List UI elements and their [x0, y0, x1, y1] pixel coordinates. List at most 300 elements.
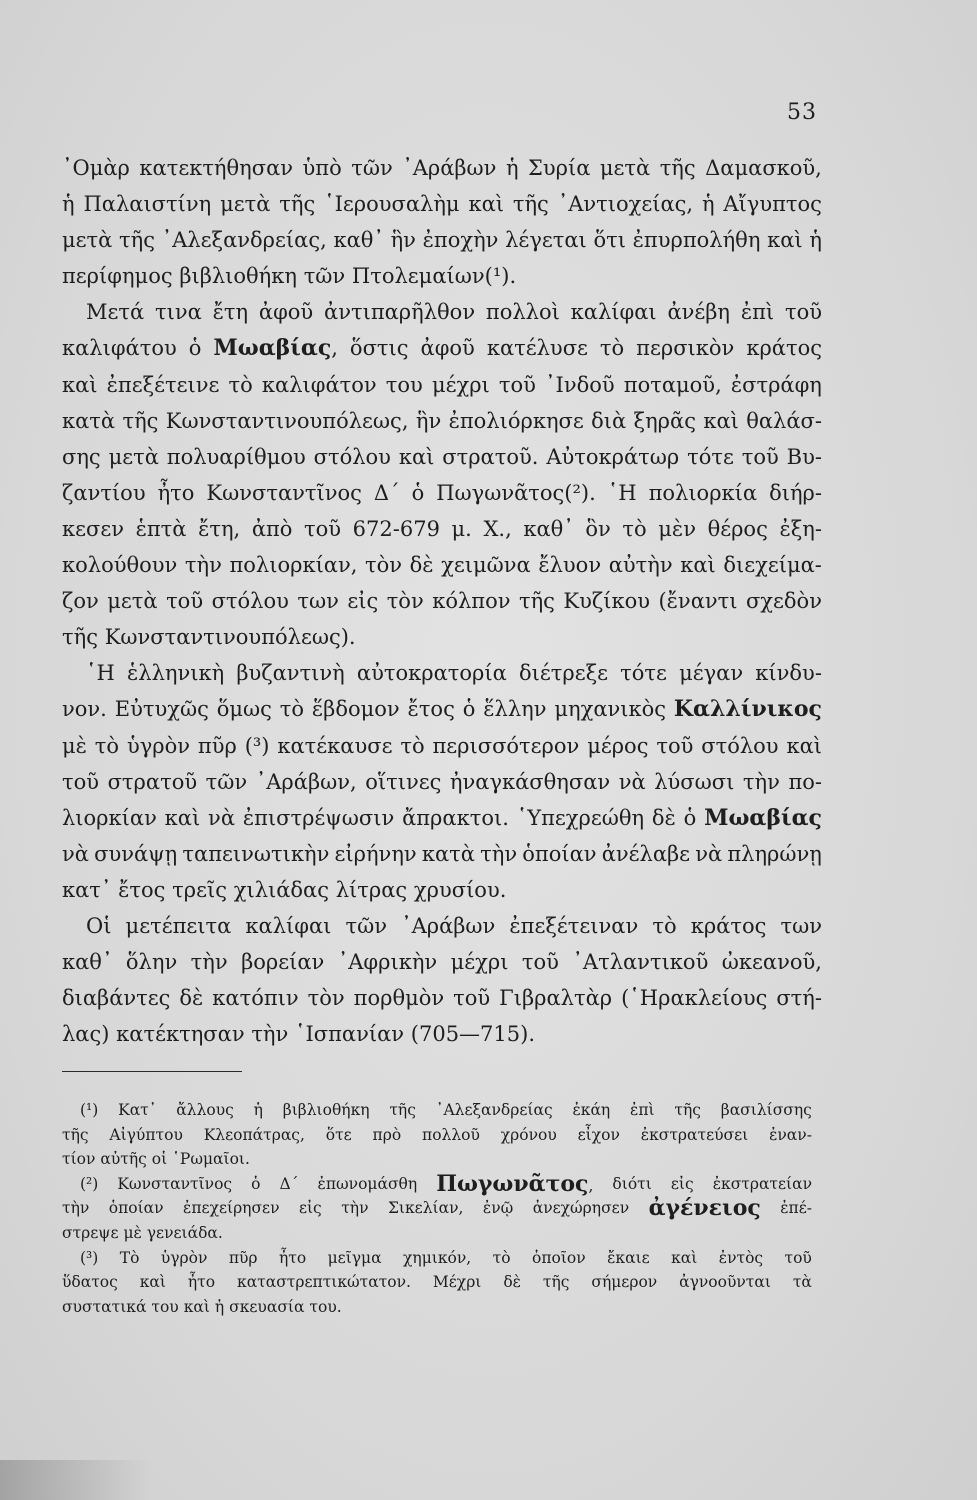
word: ᾽Αλεξανδρείας — [435, 1101, 553, 1119]
word: δὲ — [409, 553, 434, 578]
word: Αἴγυπτος — [723, 192, 822, 217]
word: μέχρι — [450, 950, 509, 975]
word: Παλαιστίνη — [83, 192, 212, 217]
word: τότε — [687, 444, 734, 469]
word: ἡ — [701, 192, 715, 217]
word: Σικελίαν, — [387, 1199, 464, 1218]
word: τὴν — [480, 841, 518, 866]
word: ἣν — [390, 228, 416, 253]
word: τῆς — [659, 156, 696, 180]
word: δὲ — [651, 805, 676, 830]
word: ἄλλους — [176, 1101, 234, 1119]
word — [649, 1196, 761, 1221]
word: ὅτι — [593, 228, 626, 253]
text-line — [62, 691, 822, 727]
word: τοῦ — [166, 589, 204, 614]
word: ἑπτὰ — [135, 516, 187, 541]
word: πολιορκίαν, — [229, 553, 358, 578]
word: ἣν — [415, 408, 442, 433]
word: ἑλληνικὴ — [126, 661, 225, 686]
word: ἔλυον — [538, 553, 602, 578]
word: ἐπωνομάσθη — [317, 1174, 418, 1193]
word: τοῦ — [521, 950, 559, 975]
word: κεσεν — [62, 516, 124, 541]
word: κράτος — [746, 336, 822, 361]
word: ἐνῷ — [482, 1199, 514, 1218]
word: ἐντὸς — [718, 1248, 764, 1267]
word: ὁποίαν — [522, 841, 597, 866]
word: Δαμασκοῦ, — [705, 156, 822, 180]
word: τῆς — [122, 408, 159, 433]
word: καλιφάτου — [62, 336, 177, 361]
word: ἄπρακτοι. — [402, 805, 509, 830]
word: καθ᾽ — [62, 950, 113, 975]
word: πολιορκία — [648, 480, 758, 505]
word: δὲ — [503, 1273, 521, 1292]
word: τὰ — [792, 1273, 812, 1292]
word: γενειάδα. — [146, 1223, 223, 1242]
word: ἡ — [505, 156, 519, 180]
word: μετὰ — [107, 589, 158, 614]
word: ὑπὸ — [302, 156, 342, 180]
word: ἦτο — [278, 1248, 307, 1267]
word: τινα — [155, 300, 202, 325]
word: (²) — [80, 1174, 99, 1193]
word: τοῦ — [453, 986, 491, 1011]
word: περσικὸν — [636, 336, 735, 361]
word: του — [385, 372, 423, 397]
word: ᾽Αράβων, — [255, 769, 357, 794]
word: ἐπέ- — [780, 1199, 812, 1218]
word: διέτρεξε — [518, 661, 609, 686]
page-number: 53 — [787, 100, 817, 125]
word: (705—715). — [410, 1022, 536, 1047]
page-smudge — [0, 1460, 150, 1500]
word: ζαντίου — [62, 480, 146, 505]
word: τῆς — [518, 589, 555, 614]
word: τοῦ — [741, 444, 779, 469]
word: χιλιάδας — [233, 877, 330, 902]
word: ἀντιπαρῆλθον — [324, 300, 476, 325]
word: (῾Ηρακλείους — [621, 986, 768, 1011]
word: ὁποῖον — [531, 1248, 586, 1267]
word: εἶχον — [577, 1125, 620, 1144]
word: λιορκίαν — [62, 805, 157, 830]
word: βιβλιοθήκη — [179, 264, 297, 289]
word: τῆς — [62, 625, 98, 650]
word: νον. — [62, 697, 107, 722]
word: ἔτη, — [198, 516, 241, 541]
word: (³) — [80, 1248, 99, 1267]
word: ἡ — [214, 1297, 225, 1316]
word: τὸ — [228, 372, 253, 397]
text-line — [62, 186, 822, 222]
word: μὲ — [62, 733, 87, 758]
word: χημικόν, — [403, 1248, 472, 1267]
word: τὸ — [599, 336, 625, 361]
text-line — [62, 655, 822, 691]
word: ὁ — [411, 480, 425, 505]
word: καλίφαι — [245, 913, 332, 938]
word: τὸ — [492, 1248, 511, 1267]
word: εἰς — [347, 589, 379, 614]
word: ἐπὶ — [740, 300, 775, 325]
word: συνάψῃ — [94, 841, 178, 866]
word: ἐξη- — [779, 516, 822, 541]
word: μεῖγμα — [327, 1248, 382, 1267]
word: οἱ — [151, 1150, 168, 1169]
word: των — [297, 589, 339, 614]
word: ἀνεχώρησεν — [532, 1199, 630, 1218]
word: πῦρ — [197, 733, 237, 758]
word: λύσωσι — [654, 769, 735, 794]
word: Πτολεμαίων(¹). — [351, 264, 517, 289]
word: ᾽Αλεξανδρείας, — [161, 228, 327, 253]
word: τῆς — [542, 1273, 570, 1292]
word: ᾽Ατλαντικοῦ — [572, 950, 709, 975]
bold-term: Πωγωνᾶτος — [436, 1170, 589, 1197]
word: ἐστράφη — [730, 372, 822, 397]
word: Τὸ — [119, 1248, 140, 1267]
word: ἦτο — [157, 480, 195, 505]
word: ὁ — [683, 805, 697, 830]
word: τὴν — [62, 1199, 90, 1218]
word: ἐπεξέτεινε — [106, 372, 220, 397]
word: σχεδὸν — [745, 589, 822, 614]
word: τοῦ — [304, 516, 342, 541]
text-line — [62, 222, 822, 258]
word: ὁ — [251, 1174, 261, 1193]
word: ἐπεχείρησεν — [183, 1199, 280, 1218]
word: εἰρήνην — [334, 841, 417, 866]
word: μετέπειτα — [125, 913, 232, 938]
word: ἀγνοοῦνται — [679, 1273, 771, 1292]
word: τῆς — [62, 1125, 89, 1144]
word: τοῦ — [784, 1248, 812, 1267]
word: καλίφαι — [570, 300, 657, 325]
text-line — [62, 1016, 822, 1052]
text-line — [62, 475, 822, 511]
word: κατέκαυσε — [277, 733, 393, 758]
word: ἕλλην — [483, 697, 547, 722]
word: ζον — [62, 589, 99, 614]
word: πρὸ — [372, 1125, 402, 1144]
word: καὶ — [139, 1273, 166, 1292]
word: τῆς — [512, 192, 549, 217]
text-line — [62, 258, 822, 294]
word: μὲν — [658, 516, 696, 541]
text-line — [62, 330, 822, 366]
word: Κλεοπάτρας, — [203, 1125, 305, 1144]
word: Εὐτυχῶς — [114, 697, 209, 722]
word: στή- — [776, 986, 822, 1011]
word: τῆς — [674, 1101, 701, 1119]
word: τῶν — [205, 769, 248, 794]
text-line — [62, 367, 822, 403]
word: των — [780, 913, 822, 938]
word: τότε — [620, 661, 667, 686]
word: μέγαν — [679, 661, 744, 686]
word: τοῦ — [784, 300, 822, 325]
word: τὴν — [251, 1022, 289, 1047]
word: ᾽Ινδοῦ — [545, 372, 615, 397]
word: τὸ — [279, 697, 305, 722]
word: μετὰ — [599, 156, 651, 180]
word: τὸ — [622, 516, 647, 541]
word: ἐκστρατείαν — [712, 1174, 812, 1193]
word — [704, 800, 822, 836]
footnote-line — [62, 1147, 812, 1172]
text-line — [62, 764, 822, 800]
word: ἕβδομον — [311, 697, 400, 722]
word: Χ., — [483, 516, 512, 541]
word: θαλάσ- — [746, 408, 822, 433]
word: Μωαβίας, — [213, 335, 338, 362]
word: τοῦ — [62, 769, 100, 794]
word: τοῦ — [498, 372, 536, 397]
word: Πωγωνᾶτος(²). — [436, 480, 596, 505]
word: Γιβραλτὰρ — [499, 986, 613, 1011]
word: στόλου — [701, 733, 779, 758]
text-line — [62, 944, 822, 980]
word: στόλου — [313, 444, 391, 469]
bold-term: ἀγένειος — [648, 1195, 761, 1222]
text-line — [62, 728, 822, 764]
footnotes — [62, 1098, 812, 1319]
word: κατ᾽ — [62, 877, 112, 902]
word: μηχανικὸς — [554, 697, 667, 722]
word: ῾Υπεχρεώθη — [516, 805, 645, 830]
word: ἠναγκάσθησαν — [449, 769, 611, 794]
word: ἦτο — [187, 1273, 216, 1292]
word: ἀφοῦ — [420, 336, 475, 361]
word: ὁ — [188, 336, 202, 361]
word: καταστρεπτικώτατον. — [237, 1273, 411, 1292]
word: ὁποίαν — [108, 1199, 164, 1218]
footnote-line — [62, 1098, 812, 1123]
word: λέγεται — [505, 228, 587, 253]
word: Μέχρι — [432, 1273, 482, 1292]
word: Αὐτοκράτωρ — [546, 444, 680, 469]
word: ὅμως — [216, 697, 272, 722]
word: τίον — [62, 1150, 96, 1169]
word: διεχείμα- — [723, 553, 822, 578]
text-line — [62, 872, 822, 908]
word: ἡ — [253, 1101, 263, 1119]
bold-term: Καλλίνικος — [673, 696, 822, 723]
word: πο- — [788, 769, 822, 794]
word: καὶ — [786, 733, 822, 758]
word: μέρος — [587, 733, 649, 758]
word: κατὰ — [62, 408, 116, 433]
word: ξηρᾶς — [633, 408, 696, 433]
word: καὶ — [468, 192, 504, 217]
word: ᾽Αράβων — [401, 913, 496, 938]
word: τὸ — [400, 733, 425, 758]
word: ὑγρὸν — [126, 733, 191, 758]
word: κόλπον — [432, 589, 511, 614]
word: κράτος — [690, 913, 767, 938]
text-line — [62, 800, 822, 836]
word: ἐναν- — [769, 1125, 812, 1144]
word: δὲ — [179, 986, 204, 1011]
word: (¹) — [80, 1101, 99, 1119]
word: τὸν — [386, 589, 424, 614]
word: θέρος — [707, 516, 768, 541]
word — [674, 691, 822, 727]
text-line — [62, 908, 822, 944]
word: καὶ — [680, 553, 716, 578]
footnote-line — [62, 1270, 812, 1295]
text-line — [62, 511, 822, 547]
word: ᾽Αντιοχείας, — [557, 192, 694, 217]
word: ταπεινωτικὴν — [182, 841, 330, 866]
word: (ἔναντι — [658, 589, 738, 614]
word: κατὰ — [421, 841, 475, 866]
word: καὶ — [183, 1297, 210, 1316]
word: 672-679 — [352, 516, 440, 541]
footnote-line — [62, 1246, 812, 1271]
word: νὰ — [208, 805, 235, 830]
word: ἐπολιόρκησε — [448, 408, 584, 433]
word: μετὰ — [108, 444, 159, 469]
word: σκευασία — [229, 1297, 305, 1316]
word: ὠκεανοῦ, — [721, 950, 822, 975]
word: τῶν — [345, 913, 387, 938]
word: χρυσίου. — [413, 877, 507, 902]
word: κατέκτησαν — [116, 1022, 245, 1047]
word: περισσότερον — [432, 733, 580, 758]
word: διότι — [612, 1174, 652, 1193]
word: Μετά — [86, 300, 145, 325]
body-text — [62, 150, 822, 1052]
word: καθ᾽ — [523, 516, 574, 541]
footnote-line — [62, 1221, 812, 1246]
word: τῶν — [303, 264, 346, 289]
word: ῾Ισπανίαν — [295, 1022, 405, 1047]
word: κίνδυ- — [755, 661, 822, 686]
word: εἰς — [670, 1174, 694, 1193]
word: στόλου — [211, 589, 289, 614]
word: ἡ — [62, 192, 75, 217]
word: τῶν — [351, 156, 393, 180]
text-line — [62, 583, 822, 619]
word: διήρ- — [769, 480, 822, 505]
word: τὸν — [307, 986, 345, 1011]
word: τρεῖς — [172, 877, 228, 902]
word: τὸ — [94, 733, 120, 758]
word: πολυαρίθμου — [166, 444, 306, 469]
word: σης — [62, 444, 101, 469]
word: Οἱ — [86, 913, 112, 938]
text-line — [62, 294, 822, 330]
word: καὶ — [398, 444, 435, 469]
word: ῾Η — [607, 480, 637, 505]
text-line — [62, 150, 822, 186]
word: ὑγρὸν — [160, 1248, 208, 1267]
word: ὅλην — [125, 950, 178, 975]
word: του. — [309, 1297, 342, 1316]
word: στρεψε — [62, 1223, 119, 1242]
word: καὶ — [62, 372, 98, 397]
word: του — [151, 1297, 179, 1316]
word: ᾽Αφρικὴν — [337, 950, 438, 975]
word: τὴν — [190, 950, 228, 975]
text-line — [62, 547, 822, 583]
word: ἐποχὴν — [422, 228, 499, 253]
text-line — [62, 619, 822, 655]
word: ἔτος — [118, 877, 166, 902]
word: περίφημος — [62, 264, 173, 289]
word: ὕδατος — [62, 1273, 118, 1292]
word: καὶ — [703, 408, 739, 433]
word: (³) — [244, 733, 270, 758]
word: στρατοῦ — [107, 769, 198, 794]
word: τὴν — [184, 553, 222, 578]
word: πορθμὸν — [353, 986, 445, 1011]
word: μ. — [451, 516, 472, 541]
word: καὶ — [164, 805, 201, 830]
word: βιβλιοθήκη — [282, 1101, 370, 1119]
word: Κωνσταντινουπόλεως, — [165, 408, 409, 433]
word: τοῦ — [656, 733, 694, 758]
word: τὴν — [742, 769, 780, 794]
word: μὲ — [123, 1223, 142, 1242]
word: ᾽Αράβων — [402, 156, 497, 180]
word: μετὰ — [220, 192, 271, 217]
word: τὸν — [365, 553, 403, 578]
word: πολλοῦ — [422, 1125, 480, 1144]
word: Βυ- — [786, 444, 822, 469]
word: βασιλίσσης — [720, 1101, 812, 1119]
word: αὐτὴν — [608, 553, 673, 578]
word: ῾Ιερουσαλὴμ — [324, 192, 460, 217]
word: μέχρι — [431, 372, 490, 397]
word: χρόνου — [500, 1125, 557, 1144]
word: κατέλυσε — [486, 336, 588, 361]
footnote-line — [62, 1123, 812, 1148]
word: ᾽Ομὰρ — [62, 156, 130, 180]
word: νὰ — [695, 841, 723, 866]
word: λας) — [62, 1022, 110, 1047]
footnote-divider — [62, 1071, 242, 1072]
word: Κωνσταντινουπόλεως). — [104, 625, 356, 650]
word: ποταμοῦ, — [623, 372, 722, 397]
word: Δ΄ — [279, 1174, 299, 1193]
word: αὐτῆς — [100, 1150, 147, 1169]
word: ἐπεξέτειναν — [509, 913, 639, 938]
word: ἐκστρατεύσει — [640, 1125, 749, 1144]
word: Κωνσταντῖνος — [117, 1174, 233, 1193]
word: ἔτη — [212, 300, 249, 325]
word: βορείαν — [241, 950, 325, 975]
word: τῆς — [279, 192, 316, 217]
word: ὅστις — [349, 336, 409, 361]
word: τῆς — [389, 1101, 416, 1119]
word: Κωνσταντῖνος — [206, 480, 362, 505]
word: χειμῶνα — [441, 553, 531, 578]
word: ἔτος — [407, 697, 455, 722]
word: ῾Ρωμαῖοι. — [172, 1150, 250, 1169]
word: τὴν — [341, 1199, 369, 1218]
word: πολλοὶ — [485, 300, 560, 325]
word: Κατ᾽ — [118, 1101, 157, 1119]
word: Συρία — [528, 156, 591, 180]
word: Αἰγύπτου — [109, 1125, 183, 1144]
word: Δ΄ — [373, 480, 400, 505]
word: ἀπὸ — [251, 516, 293, 541]
word: καὶ — [767, 228, 803, 253]
